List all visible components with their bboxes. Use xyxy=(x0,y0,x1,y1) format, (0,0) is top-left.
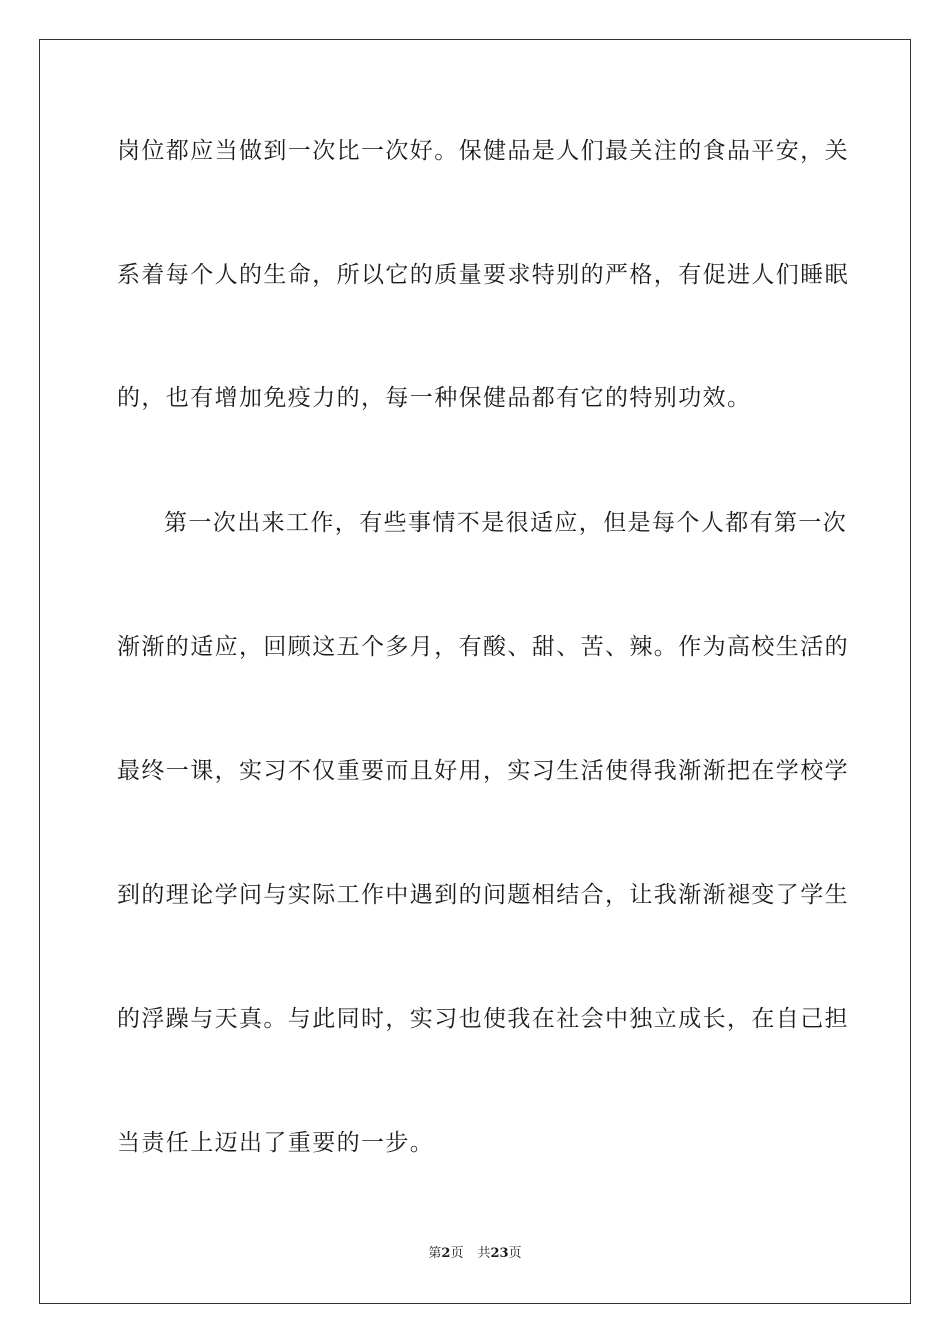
page-prefix: 第 xyxy=(428,1246,442,1261)
page-number: 2 xyxy=(441,1246,451,1261)
paragraph-line: 到的理论学问与实际工作中遇到的问题相结合，让我渐渐褪变了学生 xyxy=(117,882,849,908)
paragraph-line: 的浮躁与天真。与此同时，实习也使我在社会中独立成长，在自己担 xyxy=(117,1006,849,1032)
total-pages: 23 xyxy=(490,1246,509,1261)
page-border xyxy=(39,39,911,1304)
total-prefix: 共 xyxy=(477,1246,491,1261)
paragraph-line: 渐渐的适应，回顾这五个多月，有酸、甜、苦、辣。作为高校生活的 xyxy=(117,634,849,660)
paragraph-line: 岗位都应当做到一次比一次好。保健品是人们最关注的食品平安，关 xyxy=(117,138,849,164)
page-suffix: 页 xyxy=(450,1246,464,1261)
paragraph-line: 第一次出来工作，有些事情不是很适应，但是每个人都有第一次 xyxy=(164,510,848,536)
total-suffix: 页 xyxy=(508,1246,522,1261)
paragraph-line: 的，也有增加免疫力的，每一种保健品都有它的特别功效。 xyxy=(117,385,752,411)
paragraph-line: 最终一课，实习不仅重要而且好用，实习生活使得我渐渐把在学校学 xyxy=(117,758,849,784)
paragraph-line: 系着每个人的生命，所以它的质量要求特别的严格，有促进人们睡眠 xyxy=(117,262,849,288)
page-footer xyxy=(0,1245,950,1263)
paragraph-line: 当责任上迈出了重要的一步。 xyxy=(117,1130,435,1156)
